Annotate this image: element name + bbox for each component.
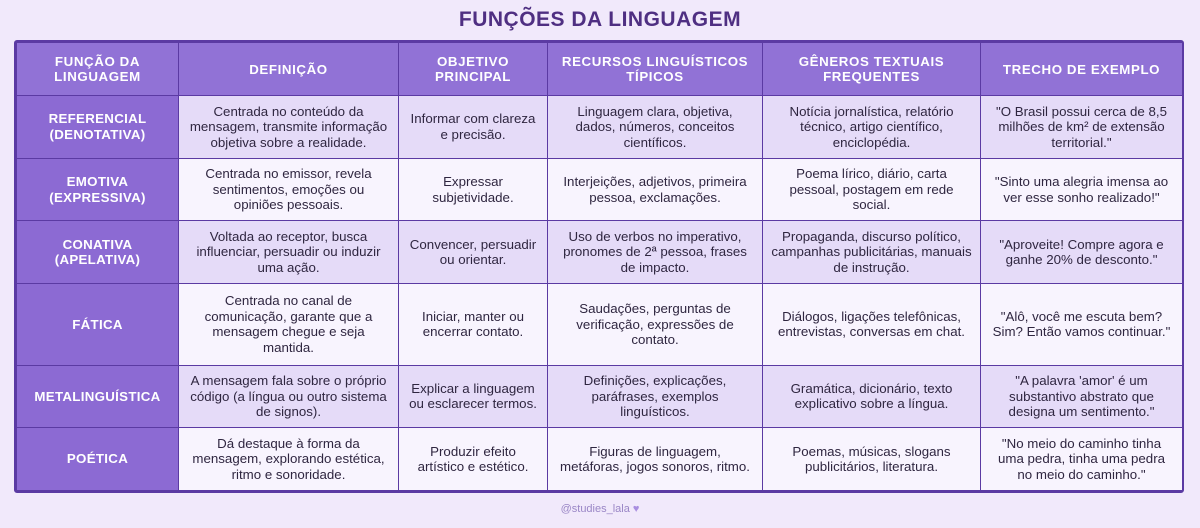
header-recursos: RECURSOS LINGUÍSTICOS TÍPICOS [548, 43, 763, 96]
heart-icon: ♥ [632, 503, 640, 515]
definition-cell: Centrada no emissor, revela sentimentos, emoções ou opiniões pessoais. [179, 158, 399, 221]
table-row [17, 428, 1183, 491]
definition-cell: A mensagem fala sobre o próprio código (a língua ou outro sistema de signos). [179, 365, 399, 428]
example-cell: "Sinto uma alegria imensa ao ver esse sonho realizado!" [981, 158, 1183, 221]
example-cell: "Alô, você me escuta bem? Sim? Então vamos continuar." [981, 284, 1183, 366]
objective-cell: Convencer, persuadir ou orientar. [399, 221, 548, 284]
table-row [17, 221, 1183, 284]
function-name-cell: REFERENCIAL (DENOTATIVA) [17, 96, 179, 159]
objective-cell: Produzir efeito artístico e estético. [399, 428, 548, 491]
genres-cell: Notícia jornalística, relatório técnico, artigo científico, enciclopédia. [763, 96, 981, 159]
footer-credit [0, 503, 1200, 515]
objective-cell: Iniciar, manter ou encerrar contato. [399, 284, 548, 366]
table-header-row [17, 43, 1183, 96]
functions-table [14, 40, 1184, 493]
objective-cell: Explicar a linguagem ou esclarecer termos. [399, 365, 548, 428]
resources-cell: Definições, explicações, paráfrases, exemplos linguísticos. [548, 365, 763, 428]
definition-cell: Dá destaque à forma da mensagem, explorando estética, ritmo e sonoridade. [179, 428, 399, 491]
function-name-cell: CONATIVA (APELATIVA) [17, 221, 179, 284]
definition-cell: Centrada no canal de comunicação, garante que a mensagem chegue e seja mantida. [179, 284, 399, 366]
page-title: FUNÇÕES DA LINGUAGEM [458, 8, 742, 31]
genres-cell: Poema lírico, diário, carta pessoal, postagem em rede social. [763, 158, 981, 221]
example-cell: "A palavra 'amor' é um substantivo abstrato que designa um sentimento." [981, 365, 1183, 428]
example-cell: "No meio do caminho tinha uma pedra, tinha uma pedra no meio do caminho." [981, 428, 1183, 491]
footer-handle: @studies_lala [560, 503, 630, 515]
header-generos: GÊNEROS TEXTUAIS FREQUENTES [763, 43, 981, 96]
genres-cell: Gramática, dicionário, texto explicativo sobre a língua. [763, 365, 981, 428]
functions-table-grid [16, 42, 1183, 491]
example-cell: "O Brasil possui cerca de 8,5 milhões de km² de extensão territorial." [981, 96, 1183, 159]
resources-cell: Saudações, perguntas de verificação, expressões de contato. [548, 284, 763, 366]
header-exemplo: TRECHO DE EXEMPLO [981, 43, 1183, 96]
header-objetivo: OBJETIVO PRINCIPAL [399, 43, 548, 96]
table-row [17, 284, 1183, 366]
objective-cell: Informar com clareza e precisão. [399, 96, 548, 159]
resources-cell: Interjeições, adjetivos, primeira pessoa, exclamações. [548, 158, 763, 221]
table-row [17, 158, 1183, 221]
function-name-cell: POÉTICA [17, 428, 179, 491]
genres-cell: Poemas, músicas, slogans publicitários, literatura. [763, 428, 981, 491]
resources-cell: Linguagem clara, objetiva, dados, números, conceitos científicos. [548, 96, 763, 159]
genres-cell: Diálogos, ligações telefônicas, entrevistas, conversas em chat. [763, 284, 981, 366]
definition-cell: Centrada no conteúdo da mensagem, transmite informação objetiva sobre a realidade. [179, 96, 399, 159]
function-name-cell: METALINGUÍSTICA [17, 365, 179, 428]
function-name-cell: EMOTIVA (EXPRESSIVA) [17, 158, 179, 221]
table-row [17, 96, 1183, 159]
resources-cell: Figuras de linguagem, metáforas, jogos sonoros, ritmo. [548, 428, 763, 491]
objective-cell: Expressar subjetividade. [399, 158, 548, 221]
genres-cell: Propaganda, discurso político, campanhas publicitárias, manuais de instrução. [763, 221, 981, 284]
example-cell: "Aproveite! Compre agora e ganhe 20% de desconto." [981, 221, 1183, 284]
function-name-cell: FÁTICA [17, 284, 179, 366]
table-row [17, 365, 1183, 428]
header-definicao: DEFINIÇÃO [179, 43, 399, 96]
header-funcao: FUNÇÃO DA LINGUAGEM [17, 43, 179, 96]
definition-cell: Voltada ao receptor, busca influenciar, persuadir ou induzir uma ação. [179, 221, 399, 284]
resources-cell: Uso de verbos no imperativo, pronomes de 2ª pessoa, frases de impacto. [548, 221, 763, 284]
